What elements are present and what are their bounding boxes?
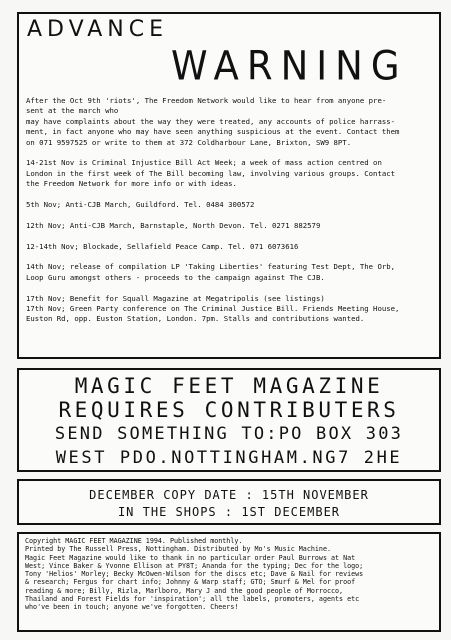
notice-line: 14th Nov; release of compilation LP 'Taking Liberties' featuring Test Dept, The Orb, (26, 262, 396, 272)
notice-paragraph (26, 221, 431, 231)
notice-line: on 071 9597525 or write to them at 372 Coldharbour Lane, Brixton, SW9 8PT. (26, 137, 352, 147)
warning-heading: WARNING (171, 42, 408, 90)
credits-line: West; Vince Baker & Yvonne Ellison at PY8T; Ananda for the typing; Dec for the logo; (25, 561, 364, 570)
credits-line: Copyright MAGIC FEET MAGAZINE 1994. Published monthly. (25, 537, 243, 545)
notice-line: sent at the march who (26, 106, 119, 116)
notice-line: London in the first week of The Bill becoming law, involving various groups. Contact (26, 168, 396, 178)
credits-line: reading & more; Billy, Rizla, Marlboro, Mary J and the good people of Morrocco, (25, 586, 344, 595)
dates-box (17, 479, 441, 525)
notice-line: 12-14th Nov; Blockade, Sellafield Peace Camp. Tel. 071 6073616 (26, 241, 299, 251)
notice-line: 14-21st Nov is Criminal Injustice Bill Act Week; a week of mass action centred on (26, 158, 382, 168)
notice-line: ment, in fact anyone who may have seen anything suspicious at the event. Contact them (26, 127, 400, 137)
advance-warning-box (17, 12, 441, 359)
credits-line: who've been in touch; anyone we've forgotten. Cheers! (25, 603, 239, 612)
notice-paragraph (26, 200, 431, 210)
notice-line: After the Oct 9th 'riots', The Freedom Network would like to hear from anyone pre- (26, 96, 387, 105)
notice-line: Euston Rd, opp. Euston Station, London. 7pm. Stalls and contributions wanted. (26, 314, 365, 324)
send-address-line1: SEND SOMETHING TO:PO BOX 303 (54, 424, 404, 444)
notice-line: 17th Nov; Green Party conference on The Criminal Justice Bill. Friends Meeting House, (26, 304, 400, 314)
advance-warning-body (26, 96, 431, 335)
credits-line: Tony 'Helios' Morley; Becky McOwen-Wilson for the discs etc; Dave & Nail for reviews (25, 570, 364, 579)
credits-line: Printed by The Russell Press, Nottingham. Distributed by Mo's Music Machine. (25, 545, 331, 554)
notice-paragraph (26, 262, 431, 283)
credits-box (17, 532, 441, 632)
notice-line: 12th Nov; Anti-CJB March, Barnstaple, North Devon. Tel. 0271 882579 (26, 220, 321, 230)
notice-line: Loop Guru amongst others - proceeds to the campaign against The CJB. (26, 272, 325, 282)
magazine-name: MAGIC FEET MAGAZINE (74, 374, 384, 398)
credits-line: Thailand and Forest Fields for 'inspiration'; all the labels, promoters, agents etc (25, 595, 360, 604)
credits-line: Magic Feet Magazine would like to thank in no particular order Paul Burrows at Nat (25, 553, 356, 562)
notice-line: may have complaints about the way they were treated, any accounts of police harrass- (26, 116, 396, 126)
notice-line: 5th Nov; Anti-CJB March, Guildford. Tel. 0484 300572 (26, 200, 255, 210)
credits-body (25, 537, 437, 612)
copy-date: DECEMBER COPY DATE : 15TH NOVEMBER (89, 488, 369, 502)
notice-paragraph (26, 158, 431, 189)
advance-heading: ADVANCE (27, 17, 169, 42)
notice-line: 17th Nov; Benefit for Squall Magazine at Megatripolis (see listings) (26, 293, 325, 303)
notice-paragraph (26, 96, 431, 148)
notice-paragraph (26, 294, 431, 325)
credits-line: & research; Fergus for chart info; Johnny & Warp staff; GTO; Smurf & Mel for proof (25, 578, 356, 587)
contributors-box (17, 368, 441, 472)
notice-line: the Freedom Network for more info or with ideas. (26, 179, 237, 189)
notice-paragraph (26, 242, 431, 252)
in-shops-date: IN THE SHOPS : 1ST DECEMBER (117, 505, 341, 519)
contributors-request: REQUIRES CONTRIBUTERS (58, 398, 400, 422)
send-address-line2: WEST PDO.NOTTINGHAM.NG7 2HE (55, 448, 403, 468)
